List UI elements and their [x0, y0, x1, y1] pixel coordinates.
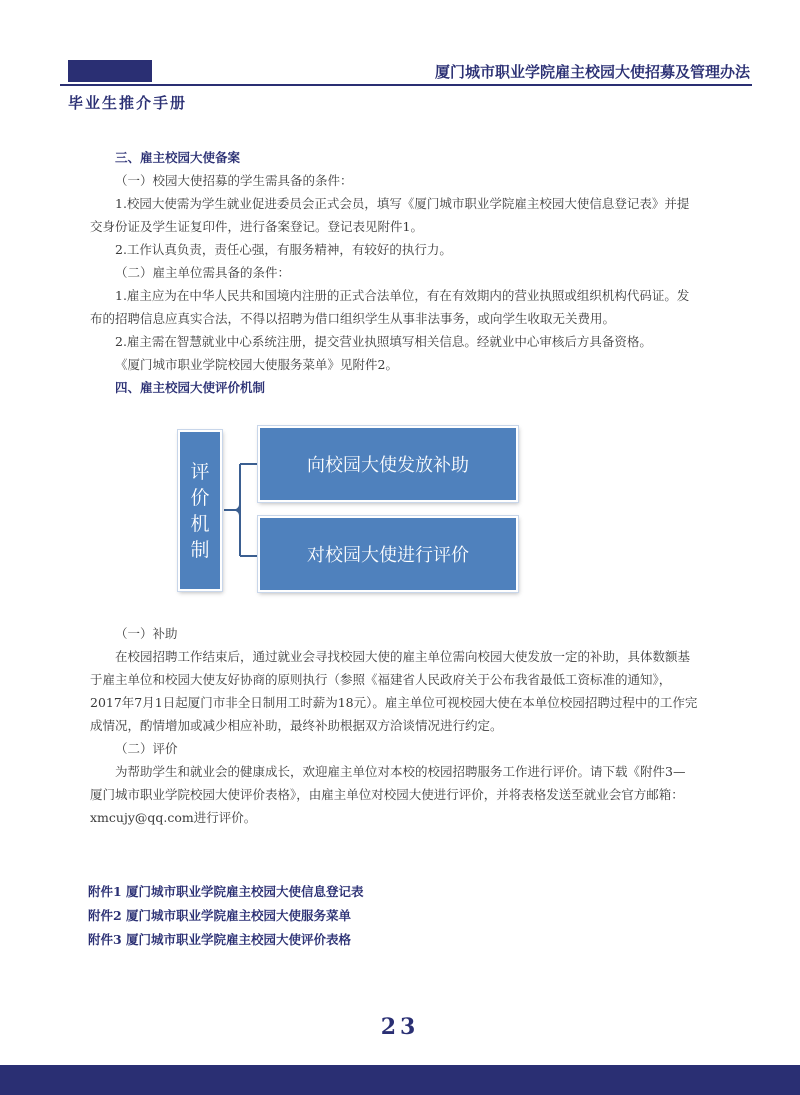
diagram-box-subsidy: 向校园大使发放补助: [258, 426, 518, 502]
diagram-root-box: 评价机制: [178, 430, 222, 591]
paragraph-line: 1.雇主应为在中华人民共和国境内注册的正式合法单位，有在有效期内的营业执照或组织机构代码证。发: [115, 288, 690, 303]
header-divider: [60, 84, 752, 86]
section-3: [90, 146, 730, 399]
evaluation-diagram: [178, 426, 523, 596]
paragraph-line: xmcujy@qq.com进行评价。: [90, 810, 257, 825]
paragraph-line: 厦门城市职业学院校园大使评价表格》，由雇主单位对校园大使进行评价，并将表格发送至就业会官方邮箱：: [90, 787, 684, 802]
paragraph-line: 交身份证及学生证复印件，进行备案登记。登记表见附件1。: [90, 219, 423, 234]
paragraph-line: 于雇主单位和校园大使友好协商的原则执行（参照《福建省人民政府关于公布我省最低工资标准的通知》，: [90, 672, 672, 687]
paragraph-line: 2.工作认真负责，责任心强，有服务精神，有较好的执行力。: [115, 242, 452, 257]
subheading: （二）评价: [115, 741, 178, 756]
paragraph-line: 为帮助学生和就业会的健康成长，欢迎雇主单位对本校的校园招聘服务工作进行评价。请下载《附件3—: [115, 764, 686, 779]
attachment-link[interactable]: 附件3 厦门城市职业学院雇主校园大使评价表格: [88, 932, 352, 947]
paragraph-line: 在校园招聘工作结束后，通过就业会寻找校园大使的雇主单位需向校园大使发放一定的补助，具体数额基: [115, 649, 691, 664]
subheading: （二）雇主单位需具备的条件：: [115, 265, 291, 280]
section-heading: 三、雇主校园大使备案: [115, 150, 241, 165]
attachment-link[interactable]: 附件1 厦门城市职业学院雇主校园大使信息登记表: [88, 884, 364, 899]
paragraph-line: 2017年7月1日起厦门市非全日制用工时薪为18元）。雇主单位可视校园大使在本单位校园招聘过程中的工作完: [90, 695, 698, 710]
paragraph-line: 《厦门城市职业学院校园大使服务菜单》见附件2。: [115, 357, 398, 372]
paragraph-line: 1.校园大使需为学生就业促进委员会正式会员，填写《厦门城市职业学院雇主校园大使信息登记表》并提: [115, 196, 690, 211]
section-4-body: [90, 622, 730, 829]
section-heading: 四、雇主校园大使评价机制: [115, 380, 266, 395]
paragraph-line: 2.雇主需在智慧就业中心系统注册，提交营业执照填写相关信息。经就业中心审核后方具备资格。: [115, 334, 652, 349]
paragraph-line: 成情况，酌情增加或减少相应补助，最终补助根据双方洽谈情况进行约定。: [90, 718, 503, 733]
attachment-link[interactable]: 附件2 厦门城市职业学院雇主校园大使服务菜单: [88, 908, 352, 923]
diagram-box-evaluation: 对校园大使进行评价: [258, 516, 518, 592]
paragraph-line: 布的招聘信息应真实合法，不得以招聘为借口组织学生从事非法事务，或向学生收取无关费用。: [90, 311, 616, 326]
subheading: （一）校园大使招募的学生需具备的条件：: [115, 173, 353, 188]
footer-bar: [0, 1065, 800, 1095]
header-title: 厦门城市职业学院雇主校园大使招募及管理办法: [434, 63, 750, 81]
subheading: （一）补助: [115, 626, 178, 641]
header-accent-block: [68, 60, 152, 82]
handbook-label: 毕业生推介手册: [68, 94, 188, 112]
page-number: 23: [380, 1014, 420, 1040]
